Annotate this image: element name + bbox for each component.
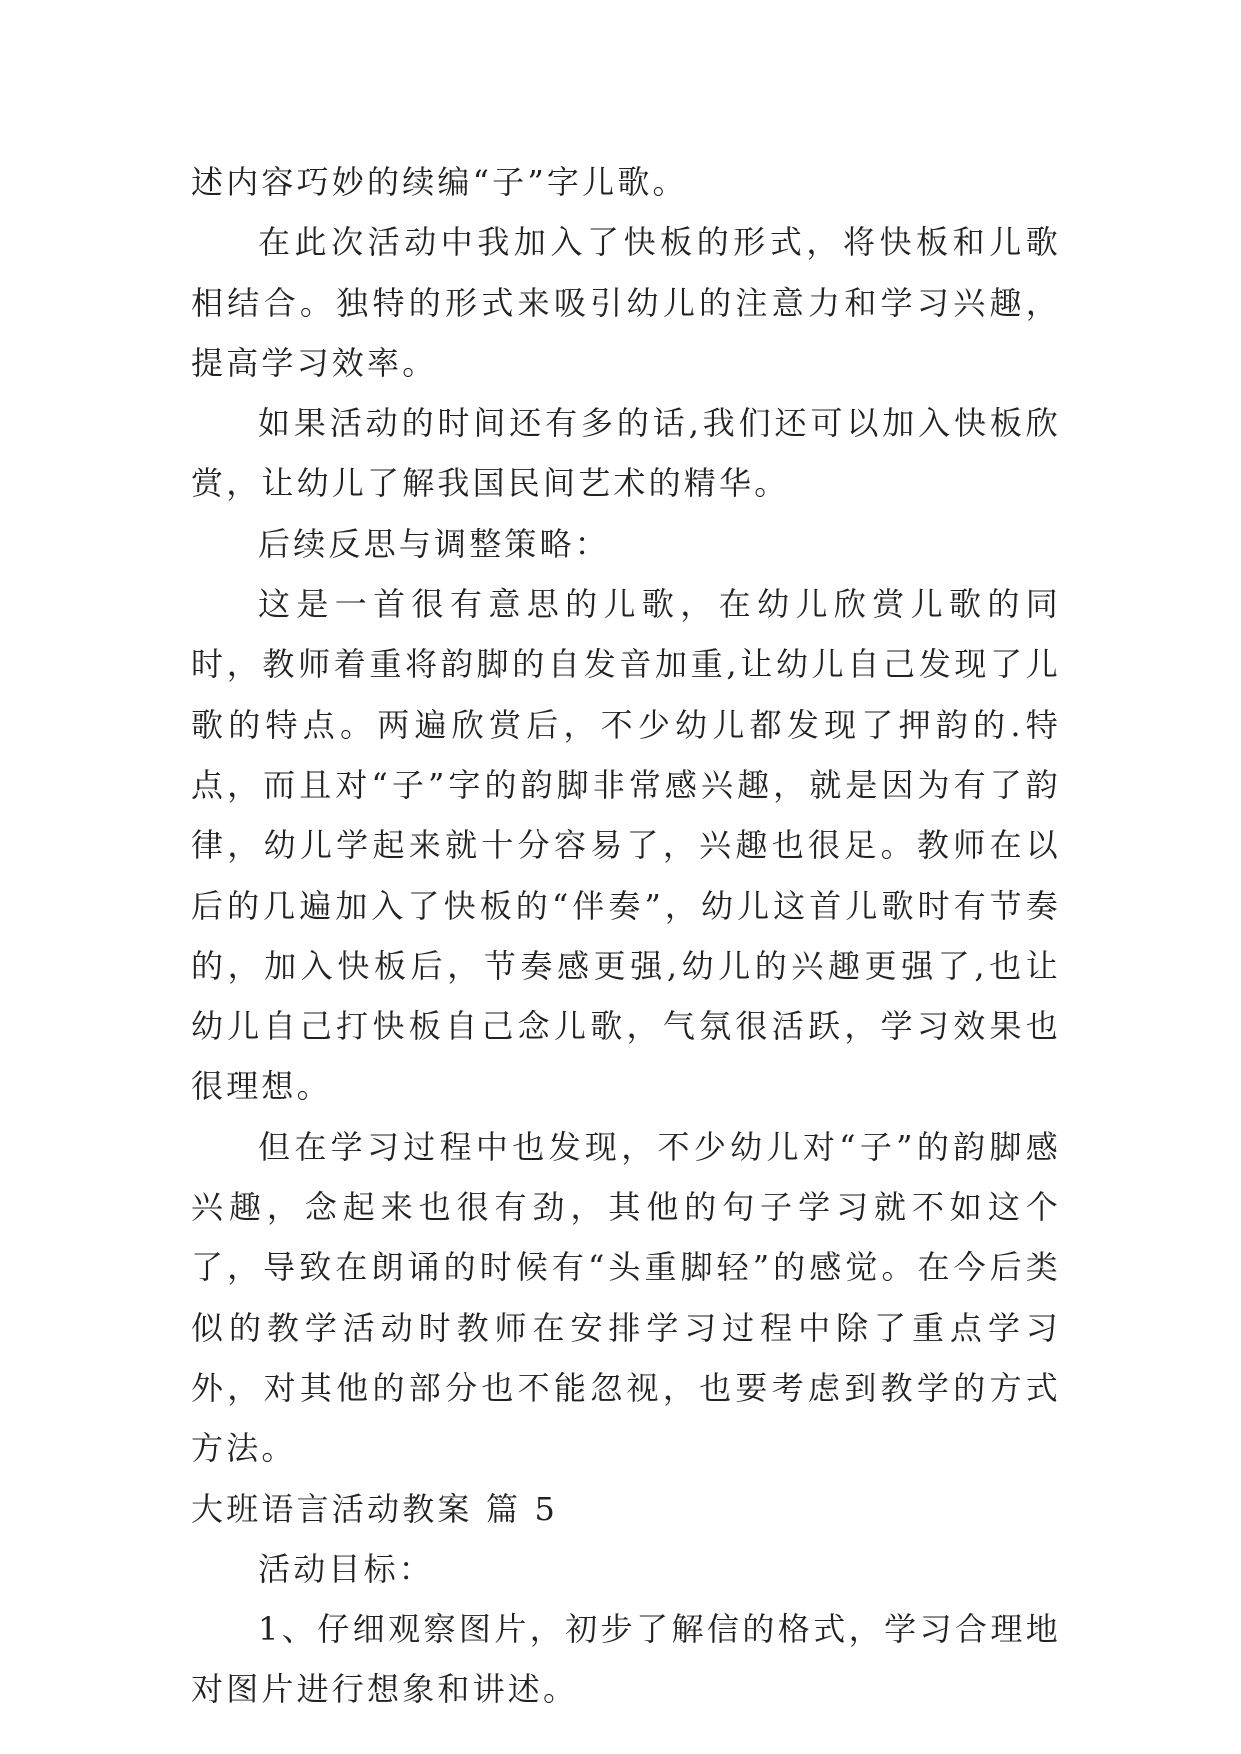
paragraph: 1、仔细观察图片，初步了解信的格式，学习合理地对图片进行想象和讲述。: [191, 1610, 1061, 1709]
paragraph: 在此次活动中我加入了快板的形式，将快板和儿歌相结合。独特的形式来吸引幼儿的注意力和学习兴趣，提高学习效率。: [191, 223, 1061, 382]
paragraph: 如果活动的时间还有多的话,我们还可以加入快板欣赏，让幼儿了解我国民间艺术的精华。: [191, 404, 1061, 503]
paragraph: 但在学习过程中也发现，不少幼儿对“子”的韵脚感兴趣，念起来也很有劲，其他的句子学习就不如这个了，导致在朗诵的时候有“头重脚轻”的感觉。在今后类似的教学活动时教师在安排学习过程中除了重点学习外，对其他的部分也不能忽视，也要考虑到教学的方式方法。: [191, 1127, 1061, 1468]
document-body: [191, 152, 1061, 1720]
paragraph: 后续反思与调整策略：: [258, 524, 611, 563]
paragraph: 述内容巧妙的续编“子”字儿歌。: [191, 163, 688, 201]
paragraph: 活动目标：: [258, 1549, 435, 1588]
section-heading: 大班语言活动教案 篇 5: [191, 1489, 559, 1528]
paragraph: 这是一首很有意思的儿歌，在幼儿欣赏儿歌的同时，教师着重将韵脚的自发音加重,让幼儿自己发现了儿歌的特点。两遍欣赏后，不少幼儿都发现了押韵的.特点，而且对“子”字的韵脚非常感兴趣，就是因为有了韵律，幼儿学起来就十分容易了，兴趣也很足。教师在以后的几遍加入了快板的“伴奏”，幼儿这首儿歌时有节奏的，加入快板后，节奏感更强,幼儿的兴趣更强了,也让幼儿自己打快板自己念儿歌，气氛很活跃，学习效果也很理想。: [191, 585, 1061, 1106]
